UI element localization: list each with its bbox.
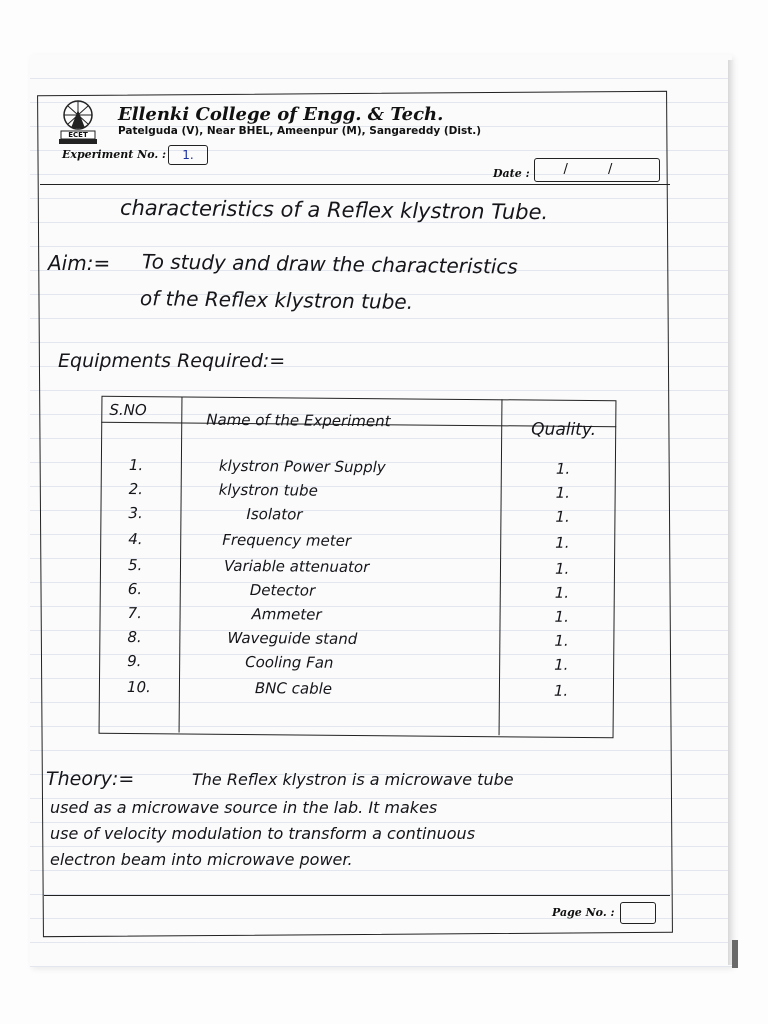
cell-qty: 1. <box>554 583 570 602</box>
cell-qty: 1. <box>554 655 569 674</box>
college-logo <box>57 98 99 146</box>
table-row <box>99 678 614 706</box>
cell-name: klystron tube <box>218 480 318 500</box>
table-row <box>100 530 615 558</box>
cell-qty: 1. <box>555 533 570 552</box>
college-address: Patelguda (V), Near BHEL, Ameenpur (M), Sangareddy (Dist.) <box>118 125 482 137</box>
table-row <box>99 652 614 680</box>
experiment-no-field[interactable]: 1. <box>168 145 208 165</box>
cell-name: Ammeter <box>251 605 322 624</box>
cell-sno: 3. <box>128 503 143 523</box>
page-no-field[interactable] <box>620 902 656 924</box>
cell-sno: 8. <box>127 627 142 647</box>
cell-sno: 1. <box>128 456 144 475</box>
equipment-table <box>99 396 617 738</box>
footer-divider <box>44 895 670 896</box>
page-edge <box>728 60 734 965</box>
theory-line-4: electron beam into microwave power. <box>50 850 353 869</box>
cell-sno: 5. <box>127 555 143 575</box>
cell-qty: 1. <box>553 681 569 700</box>
cell-name: Cooling Fan <box>245 653 334 672</box>
aim-label: Aim:= <box>48 251 111 275</box>
header-divider <box>40 184 670 185</box>
theory-line-1: The Reflex klystron is a microwave tube <box>192 770 514 789</box>
cell-name: klystron Power Supply <box>218 456 386 477</box>
cell-sno: 9. <box>127 651 142 671</box>
cell-sno: 7. <box>127 603 142 623</box>
cell-qty: 1. <box>554 559 570 578</box>
cell-sno: 4. <box>128 529 143 549</box>
cell-qty: 1. <box>554 631 569 650</box>
logo-text: ECET <box>68 131 88 139</box>
cell-name: Waveguide stand <box>227 628 358 649</box>
theory-line-3: use of velocity modulation to transform a continuous <box>50 824 476 843</box>
aim-line-2: of the Reflex klystron tube. <box>139 286 414 314</box>
cell-qty: 1. <box>554 607 569 626</box>
theory-line-2: used as a microwave source in the lab. It makes <box>50 798 438 817</box>
date-label: Date : <box>493 167 530 180</box>
table-row <box>100 504 615 532</box>
cell-name: Frequency meter <box>222 530 352 550</box>
header-quantity: Quality. <box>531 419 597 441</box>
cell-name: Detector <box>249 581 316 600</box>
header-sno: S.NO <box>109 400 147 420</box>
aim-line-1: To study and draw the characteristics <box>141 249 518 279</box>
cell-qty: 1. <box>555 459 571 478</box>
notebook-spine <box>732 940 738 968</box>
date-field[interactable]: / / <box>534 158 660 182</box>
college-name: Ellenki College of Engg. & Tech. <box>118 104 444 125</box>
cell-qty: 1. <box>555 483 571 502</box>
cell-sno: 6. <box>127 579 143 599</box>
cell-sno: 10. <box>126 677 151 697</box>
experiment-title: characteristics of a Reflex klystron Tube. <box>119 195 549 225</box>
cell-name: BNC cable <box>254 679 333 698</box>
cell-qty: 1. <box>555 507 570 526</box>
cell-sno: 2. <box>128 480 144 499</box>
header-name: Name of the Experiment <box>206 410 391 431</box>
cell-name: Isolator <box>246 505 303 524</box>
equipment-heading: Equipments Required:= <box>58 350 286 372</box>
theory-label: Theory:= <box>46 768 135 790</box>
page-no-label: Page No. : <box>552 906 615 919</box>
experiment-label: Experiment No. : <box>62 148 167 161</box>
cell-name: Variable attenuator <box>223 556 370 577</box>
